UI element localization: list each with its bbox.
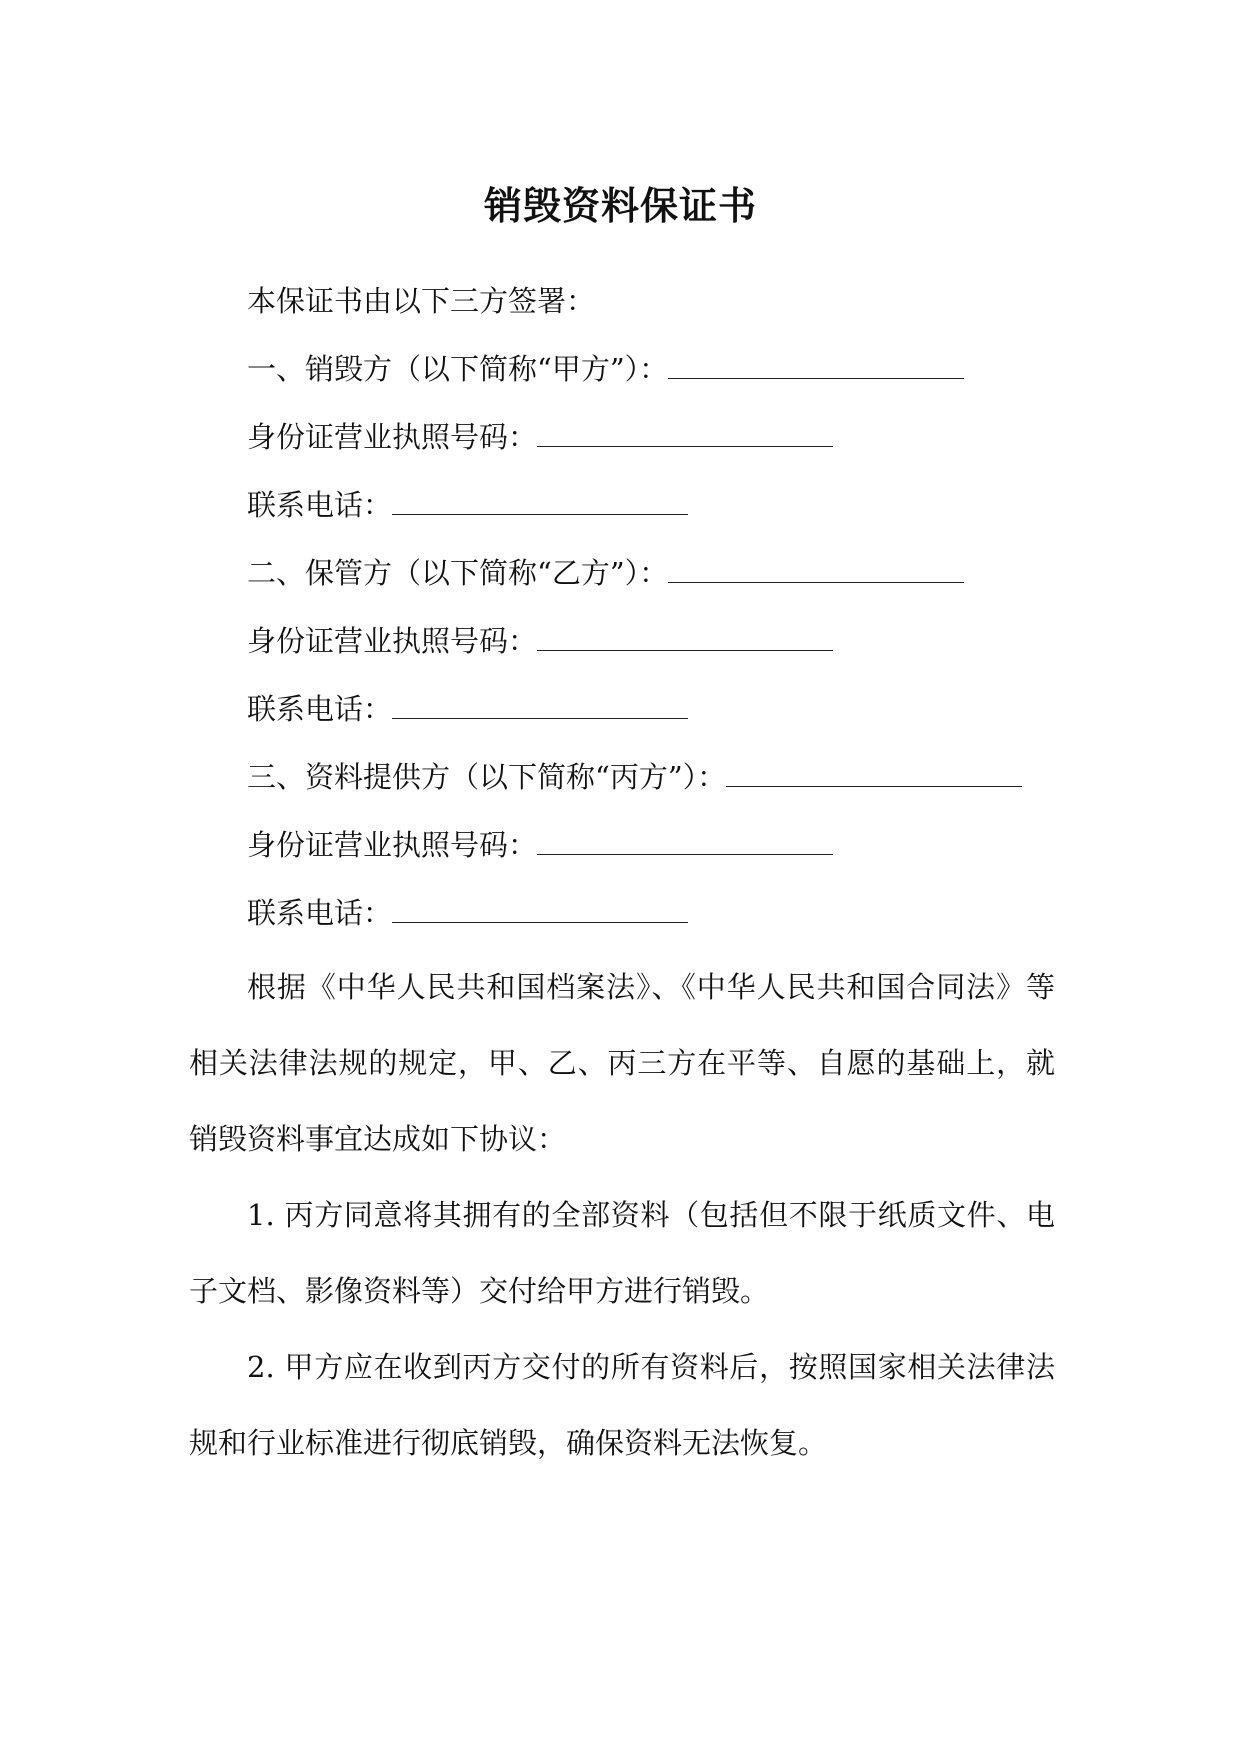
party-c-name-blank[interactable]	[726, 760, 1022, 787]
document-title: 销毁资料保证书	[483, 183, 757, 228]
party-c-id-blank[interactable]	[537, 828, 833, 855]
clause-2: 2. 甲方应在收到丙方交付的所有资料后，按照国家相关法律法规和行业标准进行彻底销毁，确保资料无法恢复。	[189, 1350, 1055, 1460]
party-a-id-label: 身份证营业执照号码：	[247, 420, 538, 454]
party-b-phone-line	[247, 689, 688, 729]
party-b-phone-label: 联系电话：	[247, 692, 393, 726]
party-c-phone-label: 联系电话：	[247, 896, 393, 930]
party-a-heading-line	[247, 349, 964, 389]
preamble-paragraph: 根据《中华人民共和国档案法》、《中华人民共和国合同法》等相关法律法规的规定，甲、乙、丙三方在平等、自愿的基础上，就销毁资料事宜达成如下协议：	[189, 970, 1055, 1156]
party-a-phone-line	[247, 485, 688, 525]
party-a-phone-blank[interactable]	[392, 488, 688, 515]
party-b-heading: 二、保管方（以下简称“乙方”）：	[247, 556, 669, 590]
party-a-phone-label: 联系电话：	[247, 488, 393, 522]
party-c-phone-line	[247, 893, 688, 933]
party-b-phone-blank[interactable]	[392, 692, 688, 719]
party-b-id-blank[interactable]	[537, 624, 833, 651]
party-b-id-line	[247, 621, 833, 661]
clause-1: 1. 丙方同意将其拥有的全部资料（包括但不限于纸质文件、电子文档、影像资料等）交付给甲方进行销毁。	[189, 1198, 1055, 1308]
party-c-heading: 三、资料提供方（以下简称“丙方”）：	[247, 760, 727, 794]
party-c-phone-blank[interactable]	[392, 896, 688, 923]
party-a-name-blank[interactable]	[668, 352, 964, 379]
party-b-id-label: 身份证营业执照号码：	[247, 624, 538, 658]
party-c-id-line	[247, 825, 833, 865]
party-c-heading-line	[247, 757, 1022, 797]
party-b-heading-line	[247, 553, 964, 593]
party-b-name-blank[interactable]	[668, 556, 964, 583]
party-a-id-line	[247, 417, 833, 457]
intro-line: 本保证书由以下三方签署：	[247, 284, 596, 318]
party-a-heading: 一、销毁方（以下简称“甲方”）：	[247, 352, 669, 386]
party-a-id-blank[interactable]	[537, 420, 833, 447]
party-c-id-label: 身份证营业执照号码：	[247, 828, 538, 862]
